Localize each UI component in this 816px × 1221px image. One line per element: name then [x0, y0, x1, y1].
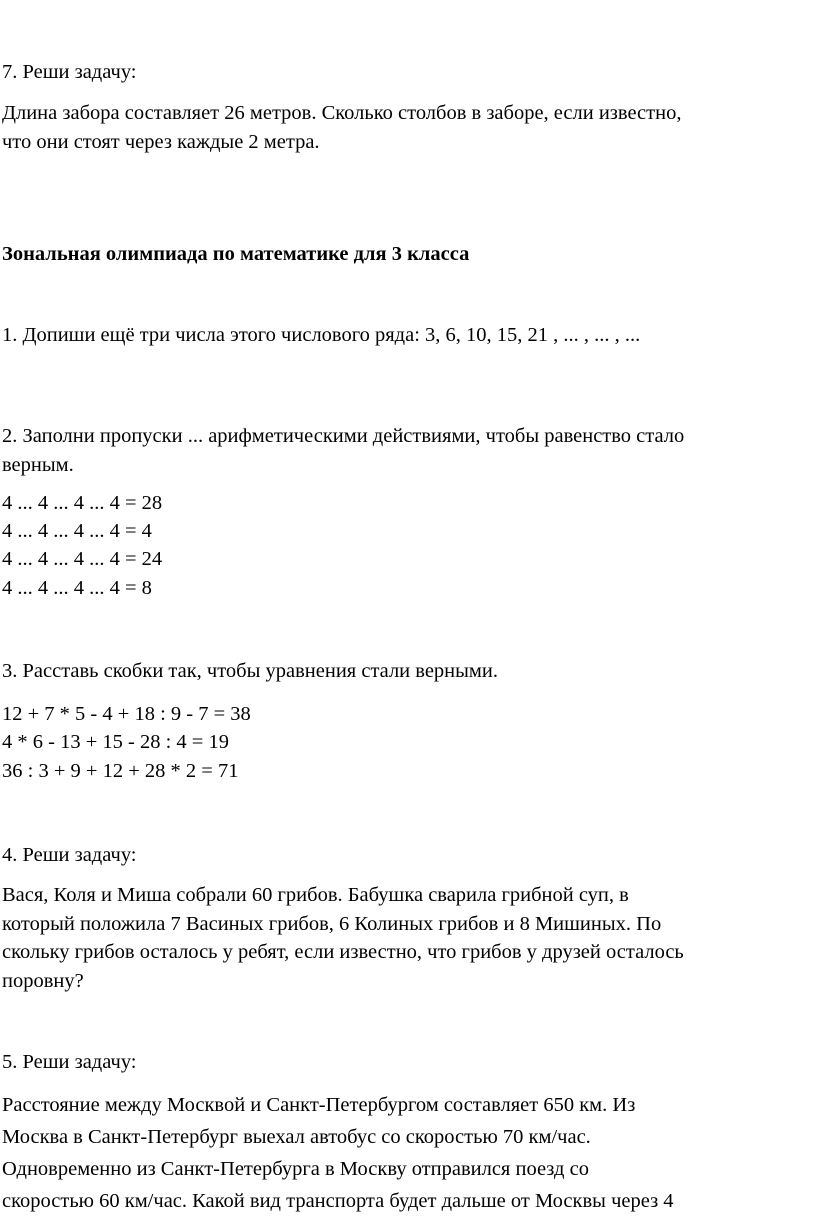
task1-text: 1. Допиши ещё три числа этого числового ряда: 3, 6, 10, 15, 21 , ... , ... , ...	[2, 324, 641, 346]
task2-line-1: 2. Заполни пропуски ... арифметическими действиями, чтобы равенство стало	[2, 425, 685, 447]
task3-equation: 12 + 7 * 5 - 4 + 18 : 9 - 7 = 38	[2, 703, 251, 725]
task5-line: Москва в Санкт-Петербург выехал автобус со скоростью 70 км/час.	[2, 1126, 591, 1148]
task7-heading: 7. Реши задачу:	[2, 61, 137, 83]
task3-equation: 4 * 6 - 13 + 15 - 28 : 4 = 19	[2, 731, 229, 753]
task2-equation: 4 ... 4 ... 4 ... 4 = 28	[2, 492, 163, 514]
task4-line: Вася, Коля и Миша собрали 60 грибов. Бабушка сварила грибной суп, в	[2, 884, 629, 906]
task5-heading: 5. Реши задачу:	[2, 1051, 137, 1073]
task7-line-1: Длина забора составляет 26 метров. Сколько столбов в заборе, если известно,	[2, 102, 682, 124]
task4-line: который положила 7 Васиных грибов, 6 Колиных грибов и 8 Мишиных. По	[2, 913, 662, 935]
task3-heading: 3. Расставь скобки так, чтобы уравнения стали верными.	[2, 660, 498, 682]
task4-line: поровну?	[2, 970, 84, 992]
task5-line: Одновременно из Санкт-Петербурга в Москву отправился поезд со	[2, 1158, 589, 1180]
task4-heading: 4. Реши задачу:	[2, 844, 137, 866]
task4-line: скольку грибов осталось у ребят, если известно, что грибов у друзей осталось	[2, 941, 684, 963]
task2-equation: 4 ... 4 ... 4 ... 4 = 4	[2, 520, 152, 542]
task2-equation: 4 ... 4 ... 4 ... 4 = 8	[2, 577, 152, 599]
task3-equation: 36 : 3 + 9 + 12 + 28 * 2 = 71	[2, 760, 239, 782]
task5-line: скоростью 60 км/час. Какой вид транспорта будет дальше от Москвы через 4	[2, 1190, 674, 1212]
olympiad-title: Зональная олимпиада по математике для 3 класса	[2, 243, 470, 265]
task2-line-2: верным.	[2, 454, 74, 476]
task7-line-2: что они стоят через каждые 2 метра.	[2, 131, 320, 153]
task2-equation: 4 ... 4 ... 4 ... 4 = 24	[2, 548, 163, 570]
task5-line: Расстояние между Москвой и Санкт-Петербургом составляет 650 км. Из	[2, 1094, 636, 1116]
